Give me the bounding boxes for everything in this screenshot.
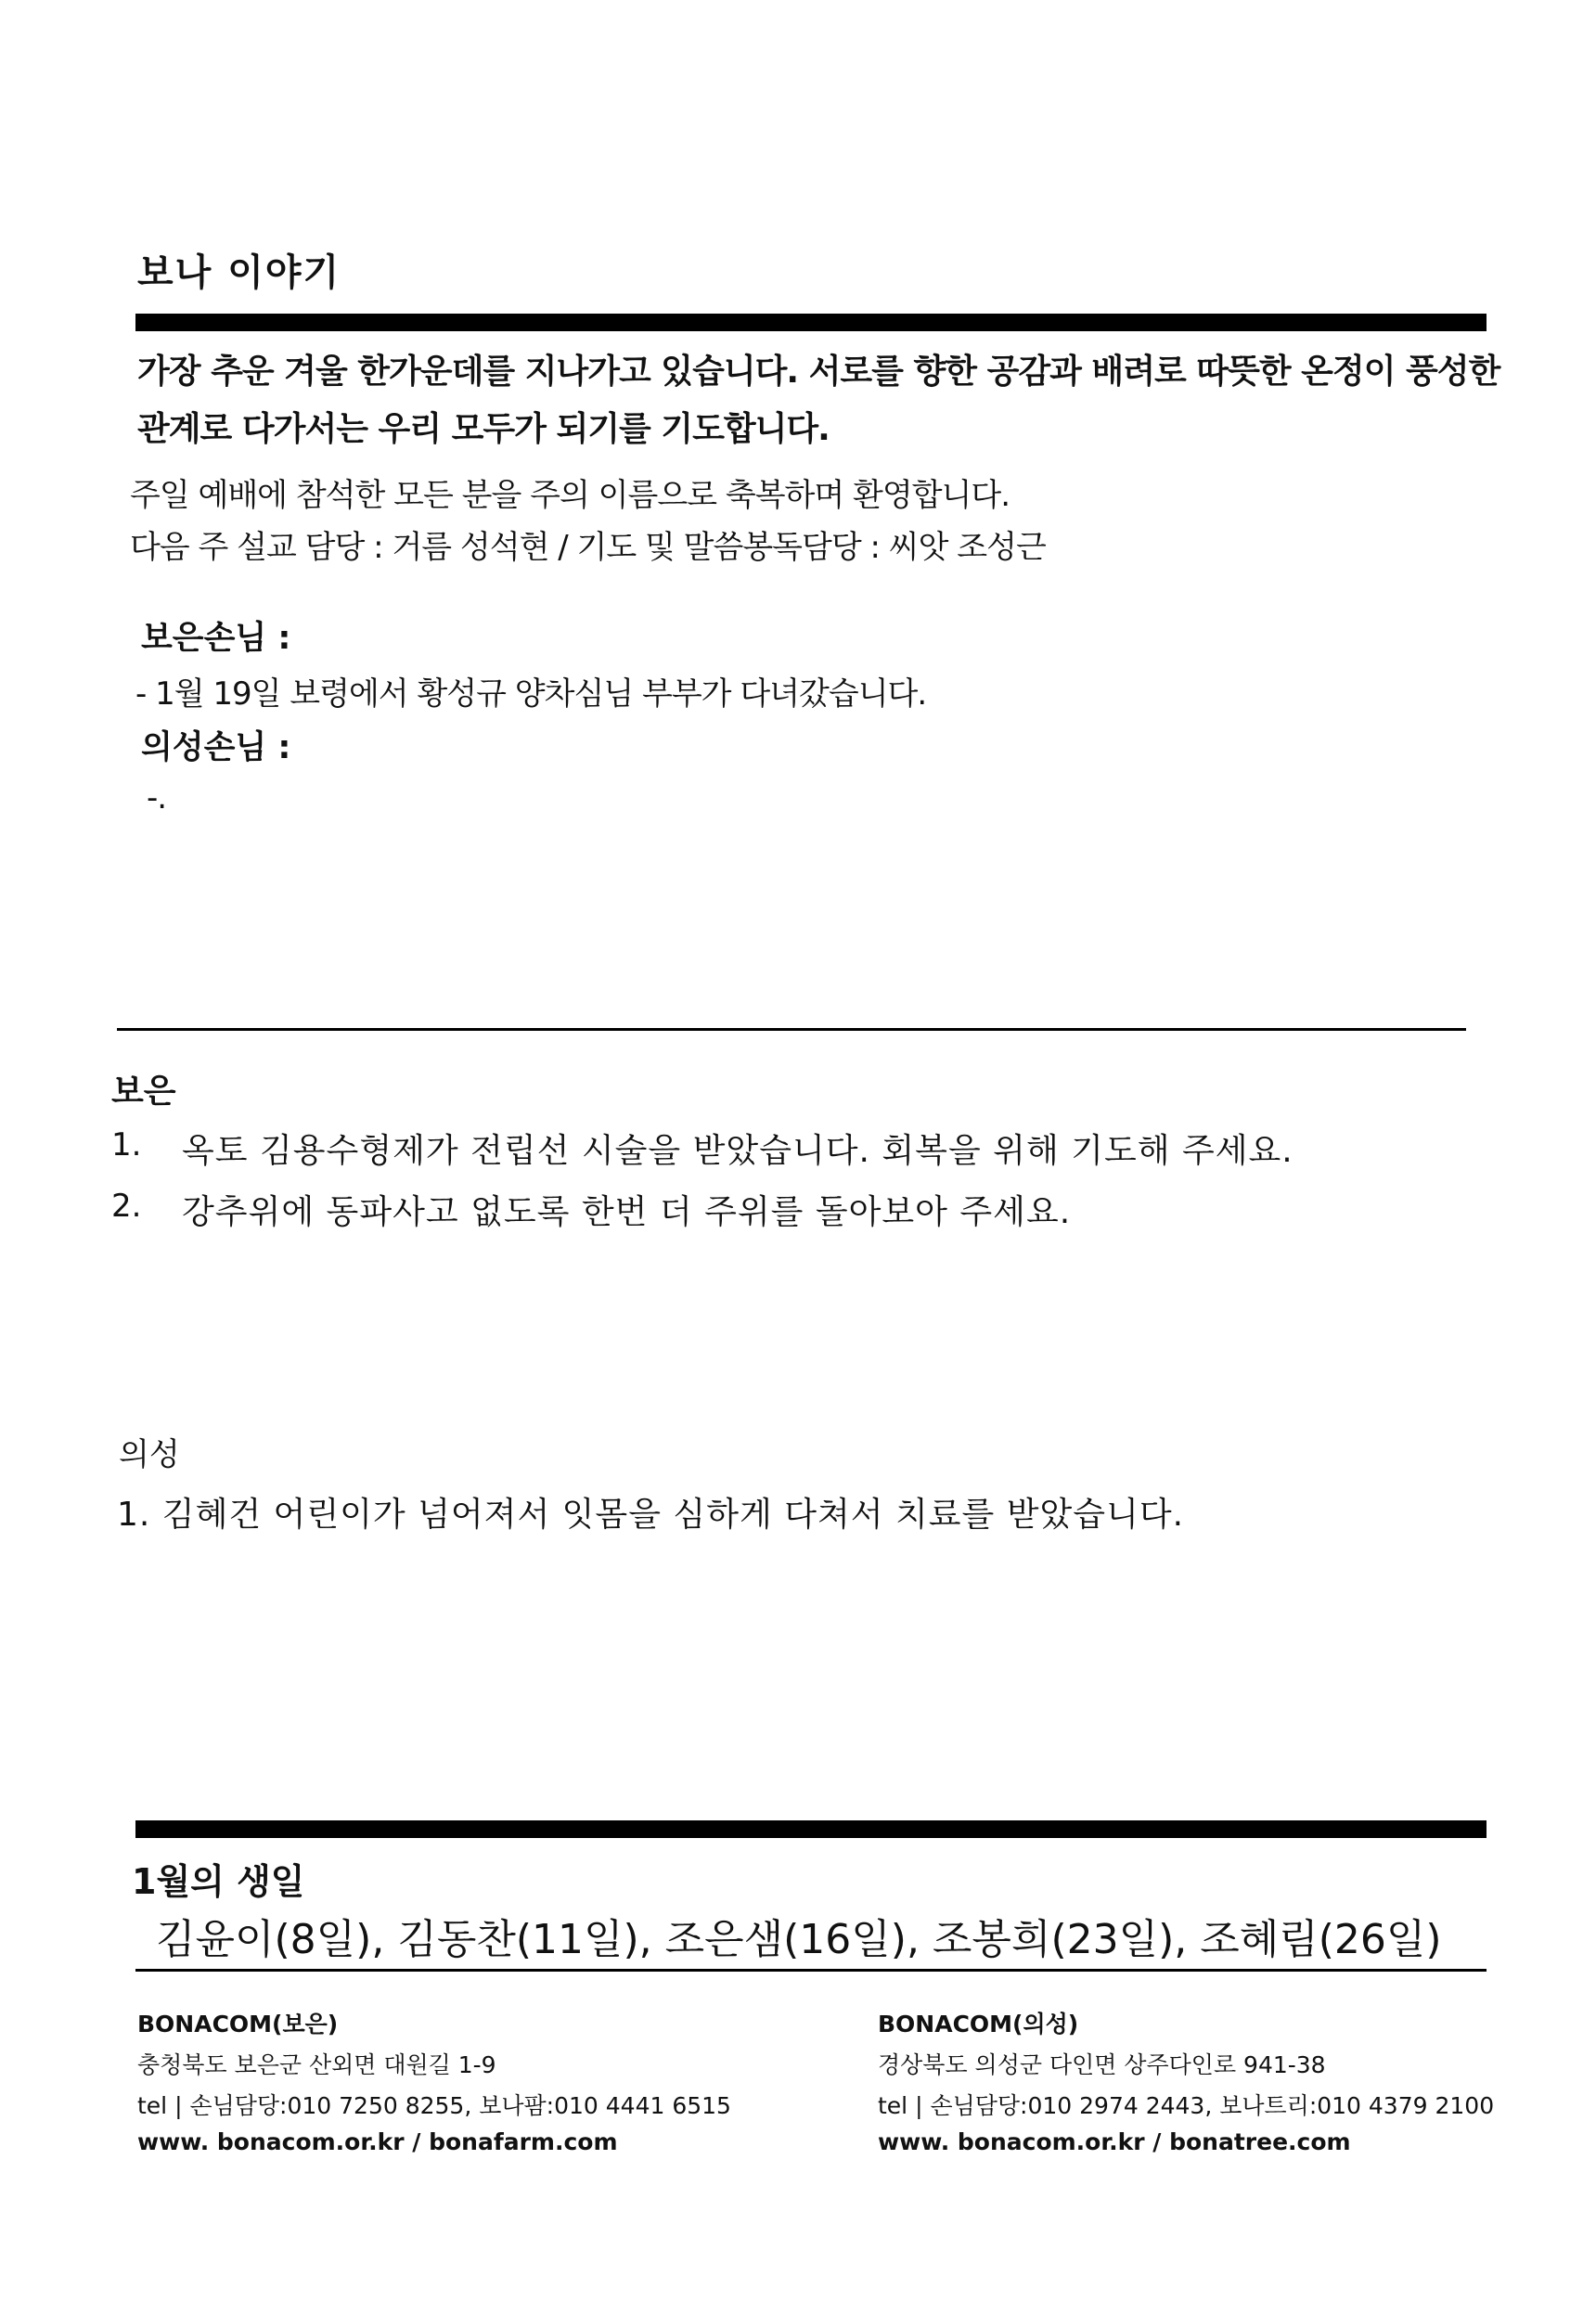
footer-boeun-tel: tel | 손님담당:010 7250 8255, 보나팜:010 4441 6515: [137, 2092, 731, 2119]
uiseong-guests-heading: 의성손님 :: [141, 729, 291, 766]
birthday-divider: [135, 1820, 1487, 1838]
title-divider: [135, 314, 1487, 331]
footer-uiseong-name: BONACOM(의성): [878, 2011, 1079, 2037]
footer-boeun-name: BONACOM(보은): [137, 2011, 339, 2037]
intro-line-1: 가장 추운 겨울 한가운데를 지나가고 있습니다. 서로를 향한 공감과 배려로 따뜻한 온정이 풍성한: [137, 353, 1500, 391]
prayer-item-number: 1.: [111, 1126, 142, 1163]
prayer-boeun-heading: 보은: [111, 1073, 176, 1111]
section-divider: [117, 1028, 1466, 1031]
next-week-duty: 다음 주 설교 담당 : 거름 성석현 / 기도 및 말씀봉독담당 : 씨앗 조성근: [130, 529, 1046, 566]
prayer-item-number: 2.: [111, 1188, 142, 1225]
birthday-underline: [135, 1969, 1487, 1972]
footer-boeun-web: www. bonacom.or.kr / bonafarm.com: [137, 2128, 618, 2155]
birthday-list: 김윤이(8일), 김동찬(11일), 조은샘(16일), 조봉희(23일), 조혜림(26일): [156, 1916, 1442, 1963]
story-title: 보나 이야기: [137, 251, 341, 294]
boeun-guests-heading: 보은손님 :: [141, 620, 291, 657]
welcome-text: 주일 예배에 참석한 모든 분을 주의 이름으로 축복하며 환영합니다.: [130, 477, 1010, 514]
prayer-uiseong-item: 1. 김혜건 어린이가 넘어져서 잇몸을 심하게 다쳐서 치료를 받았습니다.: [117, 1496, 1185, 1534]
prayer-uiseong-heading: 의성: [119, 1436, 180, 1473]
footer-uiseong-tel: tel | 손님담당:010 2974 2443, 보나트리:010 4379 2100: [878, 2092, 1495, 2119]
boeun-guests-text: - 1월 19일 보령에서 황성규 양차심님 부부가 다녀갔습니다.: [135, 675, 927, 713]
prayer-item: 옥토 김용수형제가 전립선 시술을 받았습니다. 회복을 위해 기도해 주세요.: [182, 1132, 1294, 1170]
uiseong-guests-text: -.: [147, 779, 167, 816]
birthday-heading: 1월의 생일: [132, 1861, 305, 1902]
footer-uiseong-address: 경상북도 의성군 다인면 상주다인로 941-38: [878, 2051, 1326, 2078]
footer-uiseong-web: www. bonacom.or.kr / bonatree.com: [878, 2128, 1351, 2155]
prayer-item: 강추위에 동파사고 없도록 한번 더 주위를 돌아보아 주세요.: [182, 1193, 1072, 1231]
intro-line-2: 관계로 다가서는 우리 모두가 되기를 기도합니다.: [137, 410, 830, 448]
footer-boeun-address: 충청북도 보은군 산외면 대원길 1-9: [137, 2051, 496, 2078]
